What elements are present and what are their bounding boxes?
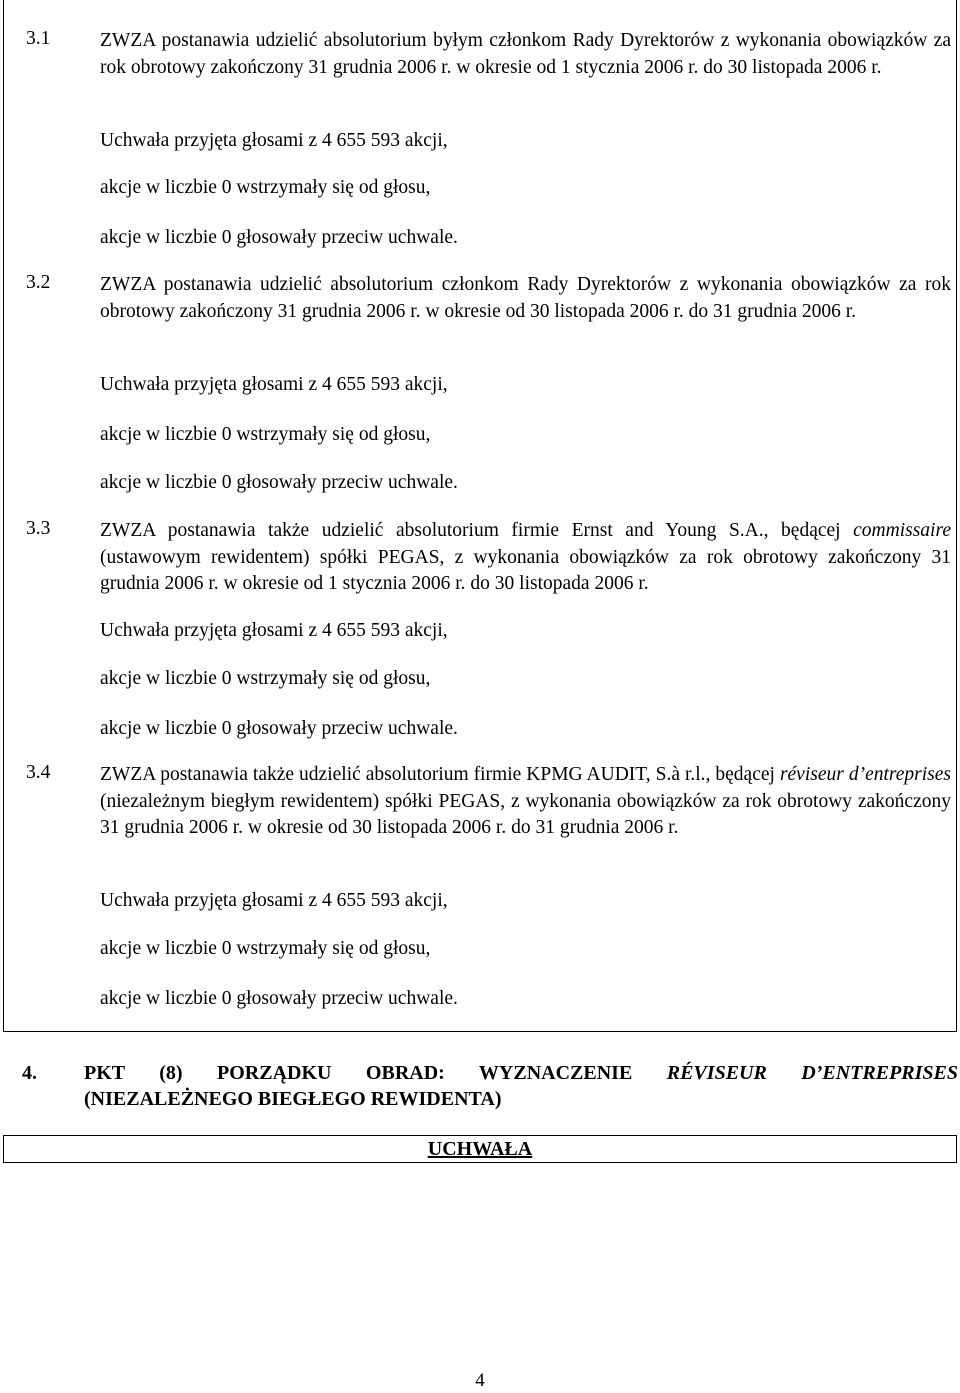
item-text: ZWZA postanawia udzielić absolutorium członkom Rady Dyrektorów z wykonania obowiązków za rok obrotowy zakończony 31 grudnia 2006 r. w okresie od 30 listopada 2006 r. do 31 grudnia 2006 r. (100, 274, 951, 322)
page-number: 4 (475, 1370, 485, 1391)
vote-against: akcje w liczbie 0 głosowały przeciw uchwale. (100, 988, 458, 1009)
section-title: PKT (8) PORZĄDKU OBRAD: WYZNACZENIE RÉVISEUR D’ENTREPRISES (84, 1062, 958, 1084)
section-number: 4. (22, 1062, 37, 1084)
section-italic-term: RÉVISEUR D’ENTREPRISES (666, 1062, 958, 1084)
vote-result: Uchwała przyjęta głosami z 4 655 593 akcji, (100, 620, 448, 641)
item-italic-term: réviseur d’entreprises (779, 764, 951, 785)
item-number: 3.4 (26, 762, 51, 783)
item-text: ZWZA postanawia udzielić absolutorium byłym członkom Rady Dyrektorów z wykonania obowiązków za rok obrotowy zakończony 31 grudnia 2006 r. w okresie od 1 stycznia 2006 r. do 30 listopada 2006 r. (100, 30, 951, 78)
item-text: ZWZA postanawia także udzielić absolutorium firmie Ernst and Young S.A., będącej commissaire (ustawowym rewidentem) spółki PEGAS, z wykonania obowiązków za rok obrotowy zakończony 31 grudnia 2006 r. w okresie od 1 stycznia 2006 r. do 30 listopada 2006 r. (100, 520, 951, 594)
resolutions-box (3, 0, 957, 1032)
vote-result: Uchwała przyjęta głosami z 4 655 593 akcji, (100, 130, 448, 151)
resolution-heading: UCHWAŁA (427, 1138, 533, 1160)
item-number: 3.1 (26, 28, 51, 49)
vote-result: Uchwała przyjęta głosami z 4 655 593 akcji, (100, 890, 448, 911)
vote-abstain: akcje w liczbie 0 wstrzymały się od głosu, (100, 668, 431, 689)
item-italic-term: commissaire (853, 520, 951, 541)
vote-against: akcje w liczbie 0 głosowały przeciw uchwale. (100, 227, 458, 248)
section-title-continued: (NIEZALEŻNEGO BIEGŁEGO REWIDENTA) (84, 1088, 502, 1110)
vote-against: akcje w liczbie 0 głosowały przeciw uchwale. (100, 718, 458, 739)
resolution-heading-box (3, 1135, 957, 1163)
item-text: ZWZA postanawia także udzielić absolutorium firmie KPMG AUDIT, S.à r.l., będącej réviseur d’entreprises (niezależnym biegłym rewidentem) spółki PEGAS, z wykonania obowiązków za rok obrotowy zakończony 31 grudnia 2006 r. w okresie od 30 listopada 2006 r. do 31 grudnia 2006 r. (100, 764, 951, 838)
vote-result: Uchwała przyjęta głosami z 4 655 593 akcji, (100, 374, 448, 395)
vote-against: akcje w liczbie 0 głosowały przeciw uchwale. (100, 472, 458, 493)
vote-abstain: akcje w liczbie 0 wstrzymały się od głosu, (100, 938, 431, 959)
vote-abstain: akcje w liczbie 0 wstrzymały się od głosu, (100, 177, 431, 198)
vote-abstain: akcje w liczbie 0 wstrzymały się od głosu, (100, 424, 431, 445)
item-number: 3.2 (26, 272, 51, 293)
item-number: 3.3 (26, 518, 51, 539)
